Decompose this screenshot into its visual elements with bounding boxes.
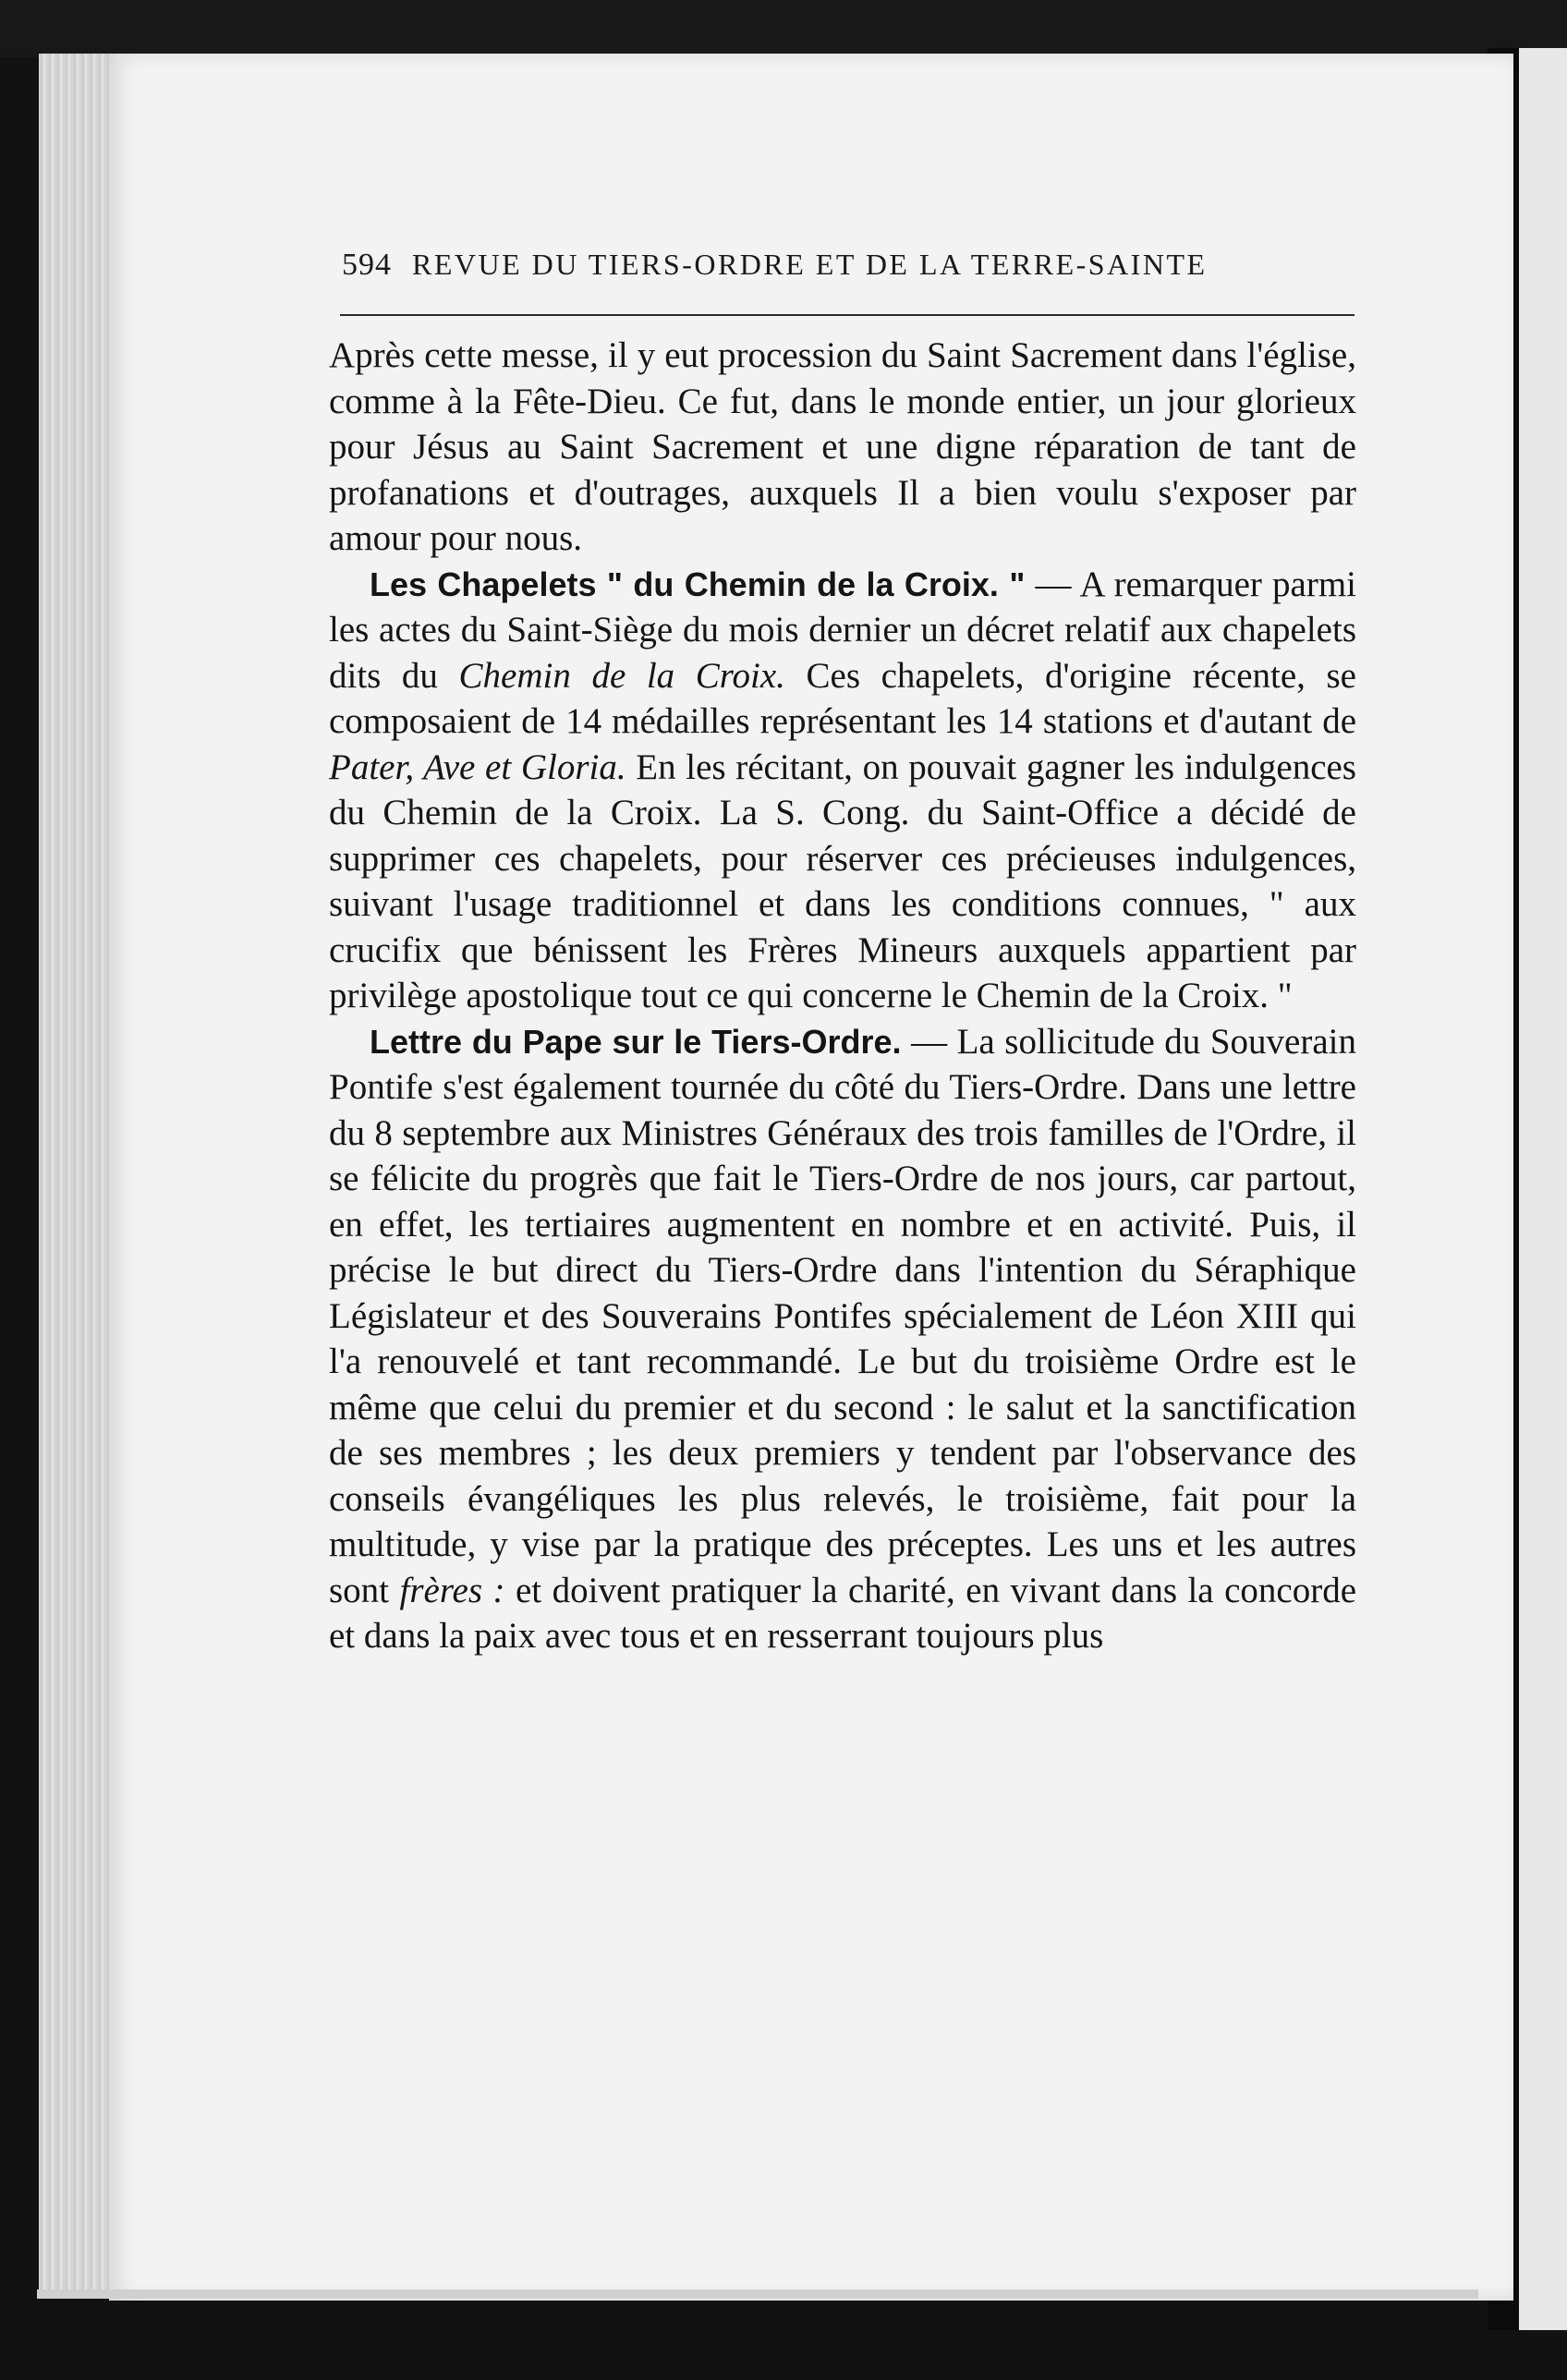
- paragraph-heading: Les Chapelets " du Chemin de la Croix. ": [370, 565, 1026, 603]
- body-text: — La sollicitude du Souverain Pontife s'est également tournée du côté du Tiers-Ordre. Dans une lettre du 8 septembre aux Ministres Généraux des trois familles de l'Ordre, il se félicite du progrès que fait le Tiers-Ordre de nos jours, car partout, en effet, les tertiaires augmentent en nombre et en activité. Puis, il précise le but direct du Tiers-Ordre dans l'intention du Séraphique Législateur et des Souverains Pontifes spécialement de Léon XIII qui l'a renouvelé et tant recommandé. Le but du troisième Ordre est le même que celui du premier et du second : le salut et la sanctification de ses membres ; les deux premiers y tendent par l'observance des conseils évangéliques les plus relevés, le troisième, fait pour la multitude, y vise par la pratique des préceptes. Les uns et les autres sont: [329, 1021, 1356, 1610]
- page-number: 594: [342, 248, 392, 282]
- italic-text: Pater, Ave et Gloria.: [329, 747, 626, 787]
- running-title: REVUE DU TIERS-ORDRE ET DE LA TERRE-SAINTE: [412, 248, 1208, 281]
- scan-border: [0, 0, 1567, 57]
- paragraph: [329, 1019, 1356, 1659]
- facing-page-edge: [1513, 48, 1567, 2330]
- body-text: et doivent pratiquer la charité, en vivant dans la concorde et dans la paix avec tous et en resserrant toujours plus: [329, 1570, 1357, 1656]
- body-text: Ces chapelets, d'origine récente, se composaient de 14 médailles représentant les 14 stations et d'autant de: [329, 655, 1356, 741]
- italic-text: frères :: [399, 1570, 505, 1610]
- body-text: En les récitant, on pouvait gagner les indulgences du Chemin de la Croix. La S. Cong. du Saint-Office a décidé de supprimer ces chapelets, pour réserver ces précieuses indulgences, suivant l'usage traditionnel et dans les conditions connues, " aux crucifix que bénissent les Frères Mineurs auxquels appartient par privilège apostolique tout ce qui concerne le Chemin de la Croix. ": [329, 747, 1356, 1015]
- header-rule: [340, 314, 1354, 316]
- paragraph: [329, 333, 1356, 562]
- article-body: [329, 333, 1356, 1659]
- italic-text: Chemin de la Croix.: [458, 655, 785, 696]
- running-header: [342, 248, 1340, 283]
- body-text: Après cette messe, il y eut procession du Saint Sacrement dans l'église, comme à la Fête-Dieu. Ce fut, dans le monde entier, un jour glorieux pour Jésus au Saint Sacrement et une digne réparation de tant de profanations et d'outrages, auxquels Il a bien voulu s'exposer par amour pour nous.: [329, 335, 1356, 558]
- paragraph: [329, 562, 1356, 1019]
- page-bottom-edge: [37, 2289, 1478, 2299]
- body-text: — A remarquer parmi les actes du Saint-Siège du mois dernier un décret relatif aux chapelets dits du: [329, 564, 1356, 696]
- paragraph-heading: Lettre du Pape sur le Tiers-Ordre.: [370, 1022, 902, 1061]
